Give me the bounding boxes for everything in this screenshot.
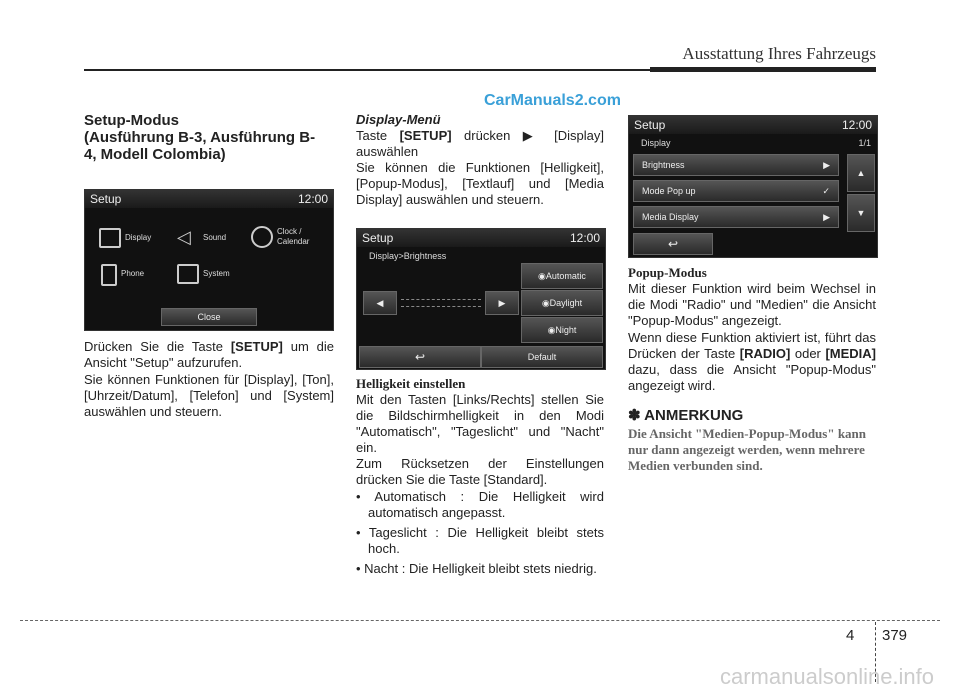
menu-row-label: Mode Pop up: [642, 186, 696, 196]
radio-icon: ◉: [538, 270, 546, 281]
scroll-up-icon: ▲: [847, 154, 875, 192]
col2-paragraph-1: [356, 128, 604, 160]
list-item: • Nacht : Die Helligkeit bleibt stets niedrig.: [356, 561, 597, 576]
setup-screen-image: [84, 189, 334, 331]
speaker-icon: ◁: [177, 227, 191, 247]
default-button: Default: [481, 346, 603, 368]
screen-time: 12:00: [297, 192, 328, 206]
footer-rule: [20, 620, 940, 621]
heading-line: Setup-Modus: [84, 112, 179, 129]
text: um die Ansicht "Setup" aufzurufen.: [84, 339, 334, 370]
screen-item-calendar: Calendar: [277, 237, 310, 246]
section-heading: [84, 112, 334, 163]
screen-title: Setup: [634, 118, 666, 132]
screen-time: 12:00: [841, 118, 872, 132]
screen-close-button: Close: [161, 308, 257, 326]
list-item: • Automatisch : Die Helligkeit wird automatisch angepasst.: [356, 489, 604, 520]
col1-paragraph-1: [84, 339, 334, 371]
key-label: [SETUP]: [399, 128, 452, 143]
subheading-brightness: Helligkeit einstellen: [356, 376, 466, 391]
arrow-right-icon: ▶: [823, 211, 830, 222]
subheading-display-menu: Display-Menü: [356, 112, 441, 127]
watermark-top: CarManuals2.com: [484, 92, 621, 109]
subheading-popup-mode: Popup-Modus: [628, 265, 707, 280]
arrow-right-icon: ▶: [522, 128, 542, 143]
scroll-down-icon: ▼: [847, 194, 875, 232]
col2-paragraph-4: Zum Rücksetzen der Einstellungen drücken Sie die Taste [Standard].: [356, 456, 604, 487]
text: dazu, dass die Ansicht "Popup-Modus" angezeigt wird.: [628, 362, 876, 393]
text: oder: [790, 346, 826, 361]
brightness-screen-image: [356, 228, 606, 370]
screen-page-indicator: 1/1: [858, 138, 871, 148]
brightness-mode-list: [356, 489, 604, 581]
heading-line: (Ausführung B-3, Ausführung B-: [84, 129, 316, 146]
option-automatic: [521, 263, 603, 289]
list-item: • Tageslicht : Die Helligkeit bleibt stets hoch.: [356, 525, 604, 556]
option-label: Night: [555, 325, 577, 335]
col2-paragraph-3: Mit den Tasten [Links/Rechts] stellen Sie die Bildschirmhelligkeit in den Modi "Automatisch", "Tageslicht" und "Nacht" ein.: [356, 392, 604, 455]
text: drücken: [451, 128, 523, 143]
chapter-number: 4: [846, 627, 855, 644]
phone-icon: [101, 264, 117, 286]
screen-title: Setup: [90, 192, 122, 206]
radio-icon: ◉: [547, 324, 556, 335]
col1-paragraph-2: Sie können Funktionen für [Display], [Ton], [Uhrzeit/Datum], [Telefon] und [System] auswählen und steuern.: [84, 372, 334, 419]
menu-row-label: Media Display: [642, 212, 699, 222]
back-icon: ↩: [359, 346, 481, 368]
col3-paragraph-2: [628, 330, 876, 394]
key-label: [RADIO]: [739, 346, 791, 361]
option-label: Automatic: [545, 271, 586, 281]
radio-icon: ◉: [541, 297, 550, 308]
display-menu-screen-image: [628, 115, 878, 258]
col3-paragraph-1: Mit dieser Funktion wird beim Wechsel in die Modi "Radio" und "Medien" die Ansicht "Popup-Modus" angezeigt.: [628, 281, 876, 328]
clock-icon: [251, 226, 273, 248]
col2-paragraph-2: Sie können die Funktionen [Helligkeit], [Popup-Modus], [Textlauf] und [Media Display] auswählen und steuern.: [356, 160, 604, 207]
arrow-right-icon: ▶: [823, 159, 830, 170]
screen-item-system: System: [203, 269, 230, 278]
menu-row-media-display: [633, 206, 839, 228]
screen-item-phone: Phone: [121, 269, 145, 278]
key-label: [SETUP]: [230, 339, 283, 354]
text: Taste: [356, 128, 400, 143]
header-rule-accent: [650, 67, 876, 72]
page-header-title: Ausstattung Ihres Fahrzeugs: [682, 44, 876, 63]
screen-title: Setup: [362, 231, 394, 245]
screen-item-sound: Sound: [203, 233, 227, 242]
screen-title-bar: [85, 190, 333, 208]
screen-time: 12:00: [569, 231, 600, 245]
screen-title-bar: [357, 229, 605, 247]
display-icon: [99, 228, 121, 248]
menu-row-brightness: [633, 154, 839, 176]
back-icon: ↩: [633, 233, 713, 255]
text: [Display] auswählen: [356, 128, 604, 159]
option-label: Daylight: [549, 298, 583, 308]
key-label: [MEDIA]: [825, 346, 876, 361]
text: Drücken Sie die Taste: [84, 339, 231, 354]
note-heading: ✽ ANMERKUNG: [628, 407, 744, 424]
checkmark-icon: ✓: [822, 185, 830, 196]
screen-title-bar: [629, 116, 877, 134]
page-number: 379: [882, 627, 908, 644]
screen-item-clock: Clock /: [277, 227, 302, 236]
menu-row-label: Brightness: [642, 160, 685, 170]
left-arrow-icon: ◀: [363, 291, 397, 315]
screen-breadcrumb: Display>Brightness: [369, 251, 447, 261]
folder-gear-icon: [177, 264, 199, 284]
brightness-scale: [401, 299, 481, 307]
option-night: [521, 317, 603, 343]
right-arrow-icon: ▶: [485, 291, 519, 315]
note-body: Die Ansicht "Medien-Popup-Modus" kann nur dann angezeigt werden, wenn mehrere Medien verbunden sind.: [628, 426, 867, 473]
screen-item-display: Display: [125, 233, 152, 242]
screen-breadcrumb: Display: [641, 138, 671, 148]
text: Wenn diese Funktion aktiviert ist, führt das Drücken der Taste: [628, 330, 876, 361]
watermark-bottom: carmanualsonline.info: [720, 664, 935, 689]
option-daylight: [521, 290, 603, 316]
menu-row-mode-popup: [633, 180, 839, 202]
heading-line: 4, Modell Colombia): [84, 146, 226, 163]
